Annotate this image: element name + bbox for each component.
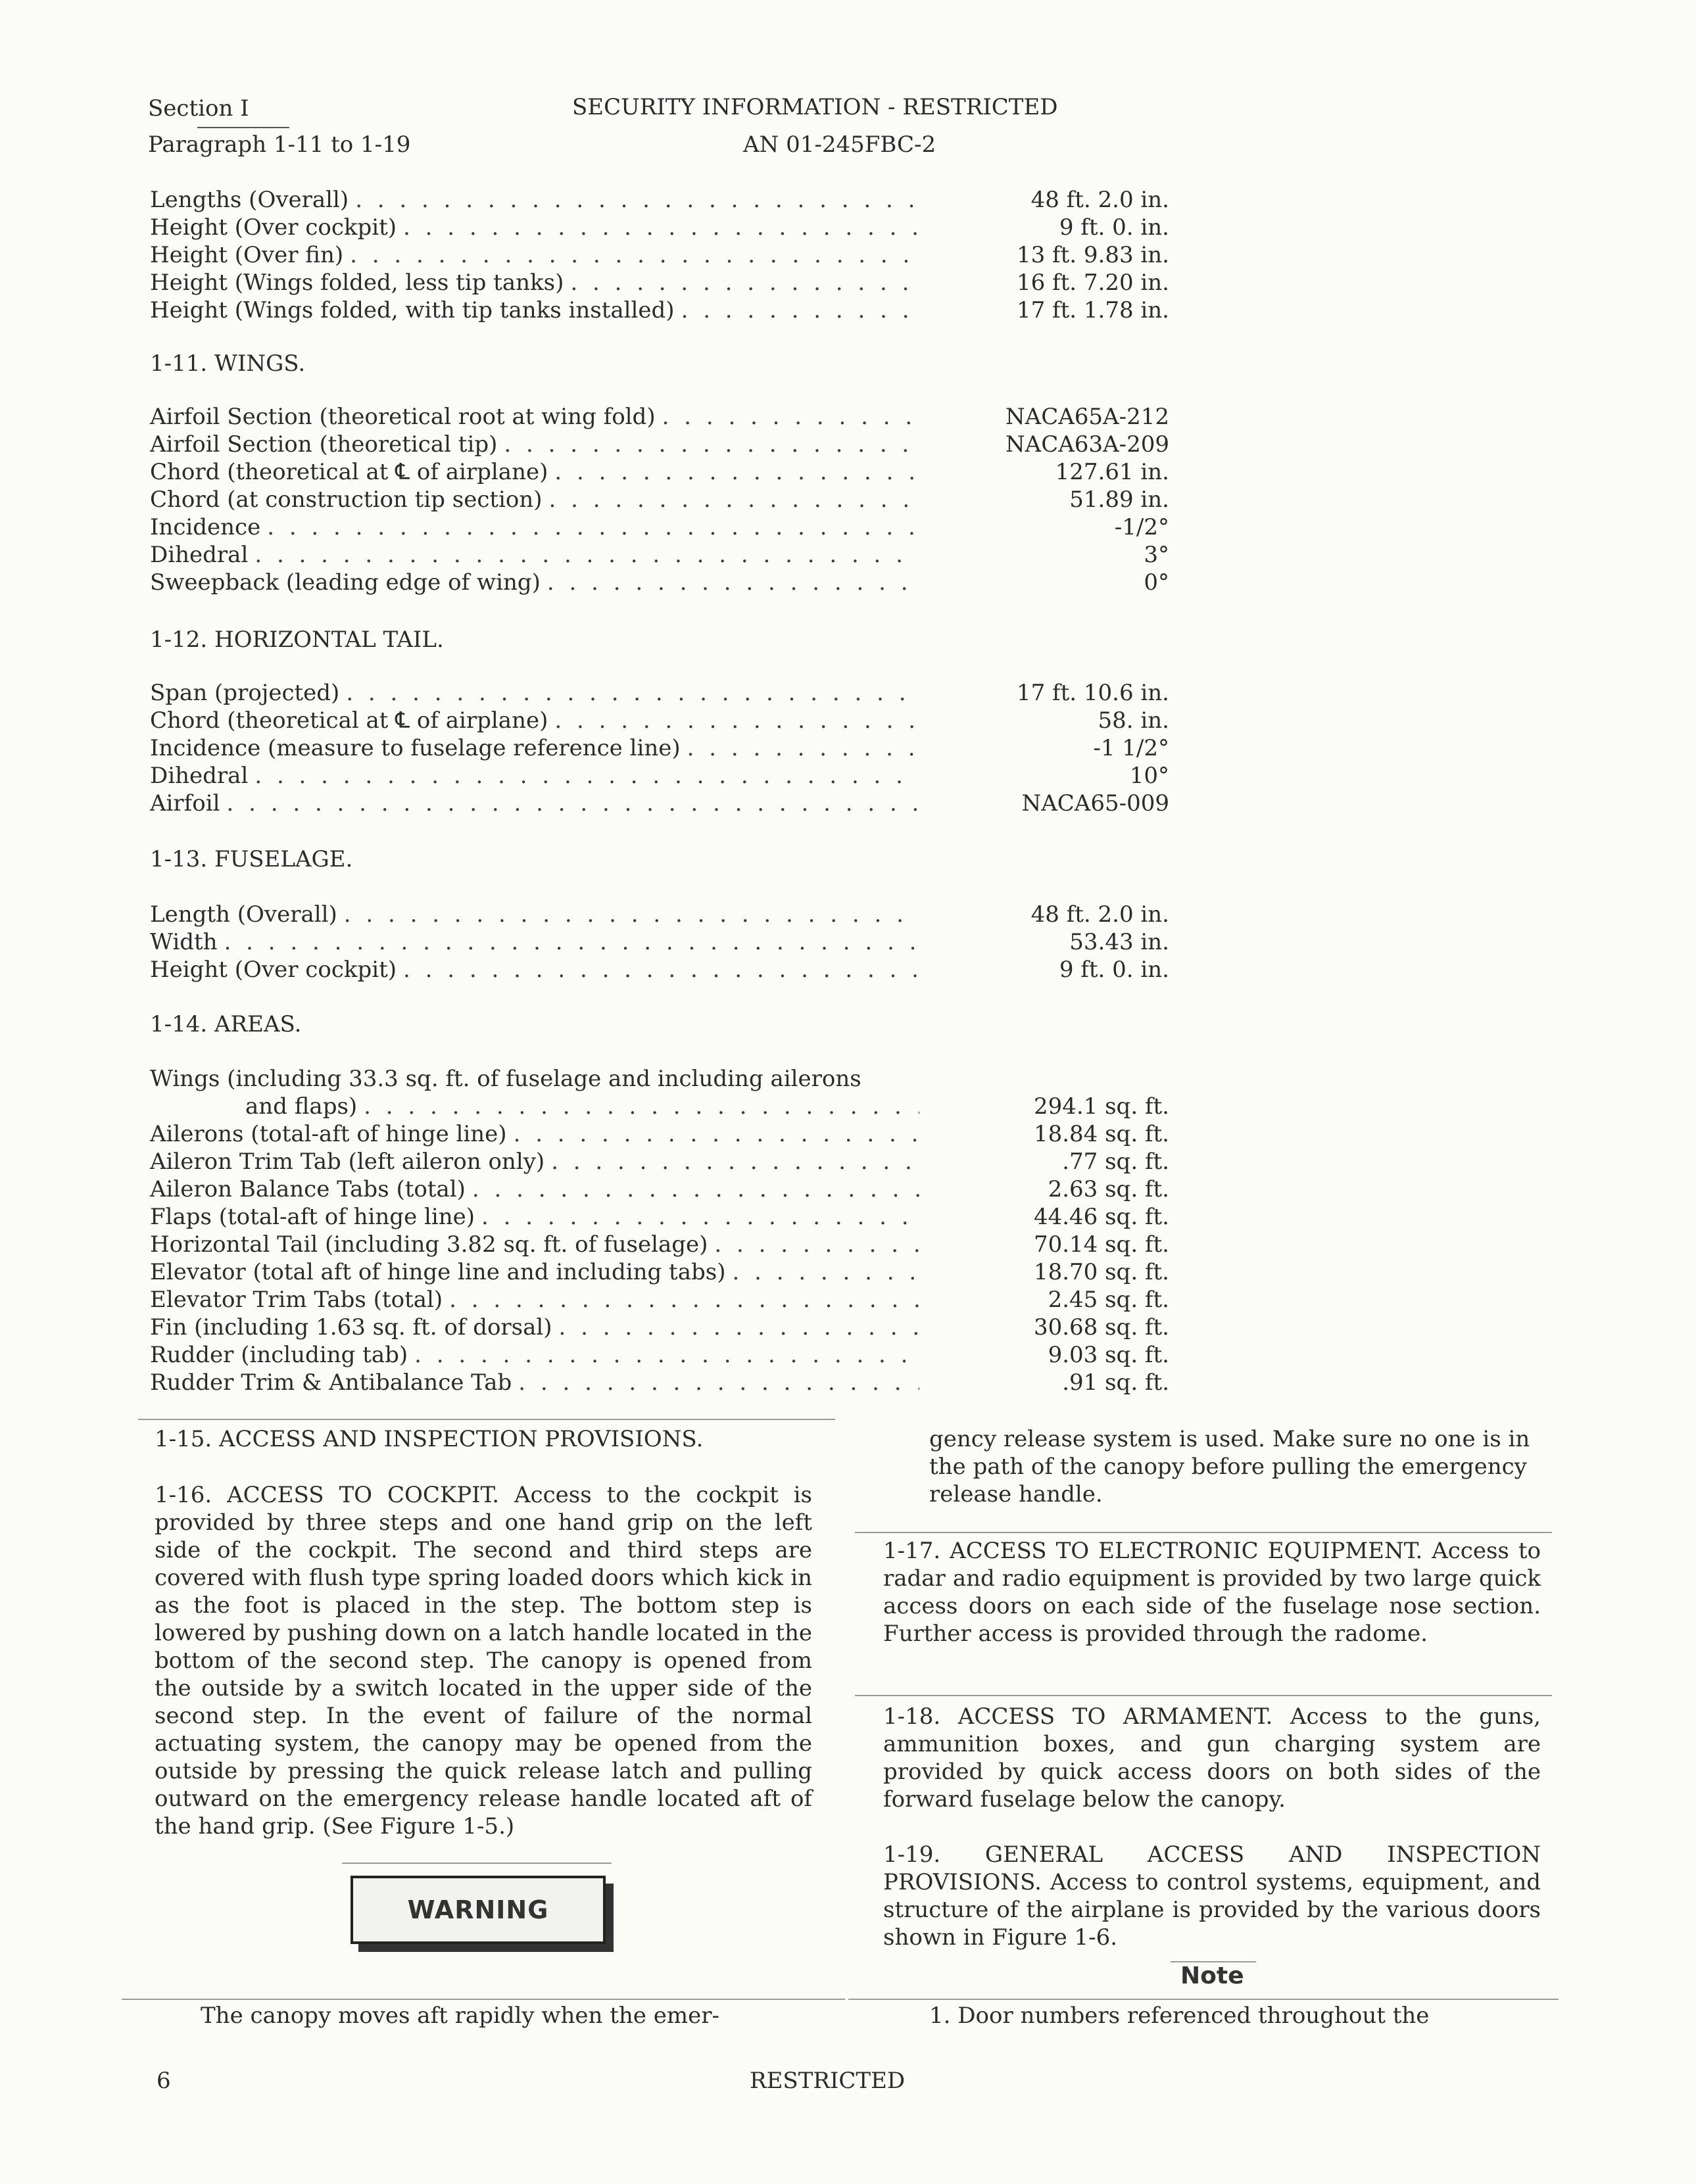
spec-value: NACA65-009: [1021, 790, 1169, 817]
spec-value: 2.63 sq. ft.: [1048, 1176, 1169, 1202]
warning-top-rule: [342, 1863, 612, 1864]
spec-row: [150, 403, 1169, 431]
spec-value: 17 ft. 1.78 in.: [1016, 297, 1169, 323]
dot-leader: [472, 1175, 919, 1203]
warning-bottom-rule: [122, 1999, 845, 2000]
spec-label: Ailerons (total-aft of hinge line): [150, 1121, 507, 1147]
spec-value: 16 ft. 7.20 in.: [1016, 270, 1169, 296]
spec-row: [150, 956, 1169, 984]
warning-label: WARNING: [407, 1895, 549, 1924]
spec-value: 13 ft. 9.83 in.: [1016, 242, 1169, 268]
spec-row: [150, 1203, 1169, 1231]
spec-row: [150, 1314, 1169, 1341]
dot-leader: [224, 928, 919, 956]
spec-label: Airfoil Section (theoretical tip): [150, 431, 498, 458]
spec-value: 17 ft. 10.6 in.: [1016, 680, 1169, 706]
paragraph-1-19: 1-19. GENERAL ACCESS AND INSPECTION PROVISIONS. Access to control systems, equipment, and structure of the airplane is provided by the various doors shown in Figure 1-6.: [883, 1841, 1541, 1951]
fuselage-table: [150, 901, 1169, 984]
spec-label: Height (Over cockpit): [150, 957, 397, 983]
dot-leader: [549, 486, 919, 513]
spec-label: Aileron Balance Tabs (total): [150, 1176, 466, 1202]
spec-value: 0°: [1144, 569, 1169, 596]
spec-value: 53.43 in.: [1069, 929, 1169, 955]
dot-leader: [662, 403, 919, 431]
spec-value: 18.70 sq. ft.: [1033, 1259, 1169, 1285]
spec-value: 294.1 sq. ft.: [1033, 1093, 1169, 1120]
spec-value: NACA65A-212: [1005, 404, 1169, 430]
dot-leader: [364, 1093, 919, 1120]
horizontal-tail-table: [150, 679, 1169, 817]
dot-leader: [514, 1120, 919, 1148]
spec-label: Height (Wings folded, less tip tanks): [150, 270, 564, 296]
spec-value: 9.03 sq. ft.: [1048, 1342, 1169, 1368]
spec-row: [150, 513, 1169, 541]
footer-classification: RESTRICTED: [750, 2068, 906, 2094]
spec-row: [150, 1120, 1169, 1148]
section-heading-wings: 1-11. WINGS.: [150, 350, 306, 377]
spec-row: [150, 707, 1169, 734]
note-bottom-rule: [848, 1999, 1559, 2000]
warning-box: [351, 1876, 606, 1944]
warning-continuation: gency release system is used. Make sure no one is in the path of the canopy before pulling the emergency release handle.: [929, 1426, 1530, 1507]
spec-value: NACA63A-209: [1005, 431, 1169, 458]
spec-value: 9 ft. 0. in.: [1059, 214, 1169, 241]
spec-label: Length (Overall): [150, 901, 337, 928]
dot-leader: [481, 1203, 919, 1231]
spec-label: Incidence: [150, 514, 261, 540]
section-heading-horizontal-tail: 1-12. HORIZONTAL TAIL.: [150, 627, 444, 653]
spec-value: .77 sq. ft.: [1062, 1149, 1169, 1175]
spec-value: 9 ft. 0. in.: [1059, 957, 1169, 983]
dot-leader: [504, 431, 919, 458]
spec-row: [150, 679, 1169, 707]
spec-value: 44.46 sq. ft.: [1033, 1204, 1169, 1230]
dot-leader: [226, 790, 919, 817]
dot-leader: [403, 214, 919, 241]
spec-value: 58. in.: [1098, 707, 1169, 734]
spec-row: [150, 569, 1169, 596]
spec-label: Airfoil: [150, 790, 220, 817]
spec-row-first-line: [150, 1065, 1169, 1093]
spec-label: Airfoil Section (theoretical root at wing fold): [150, 404, 656, 430]
spec-row: [150, 241, 1169, 269]
spec-value: -1 1/2°: [1093, 735, 1169, 761]
column-rule: [855, 1695, 1552, 1696]
spec-label: Elevator Trim Tabs (total): [150, 1287, 443, 1313]
spec-value: .91 sq. ft.: [1062, 1369, 1169, 1396]
spec-row: [150, 431, 1169, 458]
spec-label: Dihedral: [150, 542, 249, 568]
spec-label: Chord (theoretical at ℄ of airplane): [150, 459, 548, 485]
heading-1-15: 1-15. ACCESS AND INSPECTION PROVISIONS.: [155, 1426, 704, 1452]
spec-label: Lengths (Overall): [150, 187, 349, 213]
spec-row: [150, 1175, 1169, 1203]
warning-text: The canopy moves aft rapidly when the emer-: [201, 2003, 719, 2029]
note-label: Note: [1180, 1962, 1244, 1989]
spec-label: Chord (theoretical at ℄ of airplane): [150, 707, 548, 734]
dot-leader: [547, 569, 919, 596]
paragraph-1-16-text: 1-16. ACCESS TO COCKPIT. Access to the cockpit is provided by three steps and one hand grip on the left side of the cockpit. The second and third steps are covered with flush type spring loaded doors which kick in as the foot is placed in the step. The bottom step is lowered by pushing down on a latch handle located in the bottom of the second step. The canopy is opened from the outside by a switch located in the upper side of the second step. In the event of failure of the normal actuating system, the canopy may be opened from the outside by pressing the quick release latch and pulling outward on the emergency release handle located aft of the hand grip. (See Figure 1-5.): [155, 1482, 812, 1840]
spec-row: [150, 790, 1169, 817]
paragraph-1-17: 1-17. ACCESS TO ELECTRONIC EQUIPMENT. Access to radar and radio equipment is provided by two large quick access doors on each side of the fuselage nose section. Further access is provided through the radome.: [883, 1538, 1541, 1647]
spec-row: [150, 762, 1169, 790]
spec-value: 51.89 in.: [1069, 487, 1169, 513]
spec-value: 10°: [1129, 763, 1169, 789]
wings-table: [150, 403, 1169, 596]
dot-leader: [350, 241, 919, 269]
paragraph-1-18: 1-18. ACCESS TO ARMAMENT. Access to the guns, ammunition boxes, and gun charging system are provided by quick access doors on both sides of the forward fuselage below the canopy.: [883, 1703, 1541, 1813]
dot-leader: [346, 679, 919, 707]
spec-label: Flaps (total-aft of hinge line): [150, 1204, 475, 1230]
spec-row: [150, 1286, 1169, 1314]
spec-row: [150, 928, 1169, 956]
spec-row: [150, 1093, 1169, 1120]
dot-leader: [554, 707, 919, 734]
page-number: 6: [157, 2068, 171, 2094]
spec-row: [150, 541, 1169, 569]
dot-leader: [403, 956, 919, 984]
column-rule: [855, 1532, 1552, 1533]
dot-leader: [732, 1258, 919, 1286]
dot-leader: [414, 1341, 919, 1369]
document-number: AN 01-245FBC-2: [743, 131, 936, 158]
spec-row: [150, 214, 1169, 241]
spec-row: [150, 269, 1169, 297]
spec-value: 48 ft. 2.0 in.: [1030, 901, 1169, 928]
spec-value: 30.68 sq. ft.: [1033, 1314, 1169, 1341]
spec-label: Dihedral: [150, 763, 249, 789]
note-text: 1. Door numbers referenced throughout the: [929, 2003, 1430, 2029]
areas-table: [150, 1065, 1169, 1396]
dot-leader: [570, 269, 919, 297]
dot-leader: [355, 186, 919, 214]
spec-label: Rudder Trim & Antibalance Tab: [150, 1369, 512, 1396]
spec-row: [150, 901, 1169, 928]
spec-label: Incidence (measure to fuselage reference line): [150, 735, 681, 761]
spec-row: [150, 297, 1169, 324]
spec-label: Height (Wings folded, with tip tanks installed): [150, 297, 675, 323]
spec-value: 48 ft. 2.0 in.: [1030, 187, 1169, 213]
spec-row: [150, 1369, 1169, 1396]
spec-label: Span (projected): [150, 680, 340, 706]
spec-label: Aileron Trim Tab (left aileron only): [150, 1149, 545, 1175]
spec-label: Fin (including 1.63 sq. ft. of dorsal): [150, 1314, 552, 1341]
dot-leader: [254, 762, 919, 790]
general-dimensions-table: [150, 186, 1169, 324]
spec-value: 18.84 sq. ft.: [1033, 1121, 1169, 1147]
section-heading-areas: 1-14. AREAS.: [150, 1011, 302, 1037]
spec-label: Chord (at construction tip section): [150, 487, 543, 513]
dot-leader: [681, 297, 919, 324]
section-label: Section I: [148, 95, 249, 122]
dot-leader: [344, 901, 919, 928]
spec-row: [150, 1341, 1169, 1369]
spec-value: 2.45 sq. ft.: [1048, 1287, 1169, 1313]
spec-value: 3°: [1144, 542, 1169, 568]
spec-value: -1/2°: [1114, 514, 1169, 540]
spec-value: 70.14 sq. ft.: [1033, 1231, 1169, 1258]
spec-label: and flaps): [245, 1093, 358, 1120]
dot-leader: [254, 541, 919, 569]
dot-leader: [559, 1314, 919, 1341]
section-underline: [197, 127, 289, 128]
spec-label: Horizontal Tail (including 3.82 sq. ft. of fuselage): [150, 1231, 708, 1258]
spec-row: [150, 1231, 1169, 1258]
dot-leader: [714, 1231, 919, 1258]
column-rule: [138, 1419, 835, 1420]
paragraph-1-16: [155, 1481, 812, 1840]
dot-leader: [687, 734, 919, 762]
spec-value: 127.61 in.: [1055, 459, 1169, 485]
spec-row: [150, 458, 1169, 486]
spec-label: Height (Over cockpit): [150, 214, 397, 241]
spec-row: [150, 486, 1169, 513]
dot-leader: [449, 1286, 919, 1314]
dot-leader: [551, 1148, 919, 1175]
section-heading-fuselage: 1-13. FUSELAGE.: [150, 846, 353, 872]
paragraph-range: Paragraph 1-11 to 1-19: [148, 131, 411, 158]
dot-leader: [267, 513, 919, 541]
spec-row: [150, 1148, 1169, 1175]
spec-label: Height (Over fin): [150, 242, 344, 268]
spec-row: [150, 186, 1169, 214]
dot-leader: [554, 458, 919, 486]
spec-label: Wings (including 33.3 sq. ft. of fuselage and including ailerons: [150, 1066, 861, 1092]
security-classification: SECURITY INFORMATION - RESTRICTED: [572, 94, 1058, 120]
spec-label: Width: [150, 929, 218, 955]
spec-label: Sweepback (leading edge of wing): [150, 569, 541, 596]
dot-leader: [518, 1369, 919, 1396]
spec-label: Elevator (total aft of hinge line and including tabs): [150, 1259, 726, 1285]
spec-row: [150, 734, 1169, 762]
spec-label: Rudder (including tab): [150, 1342, 408, 1368]
spec-row: [150, 1258, 1169, 1286]
